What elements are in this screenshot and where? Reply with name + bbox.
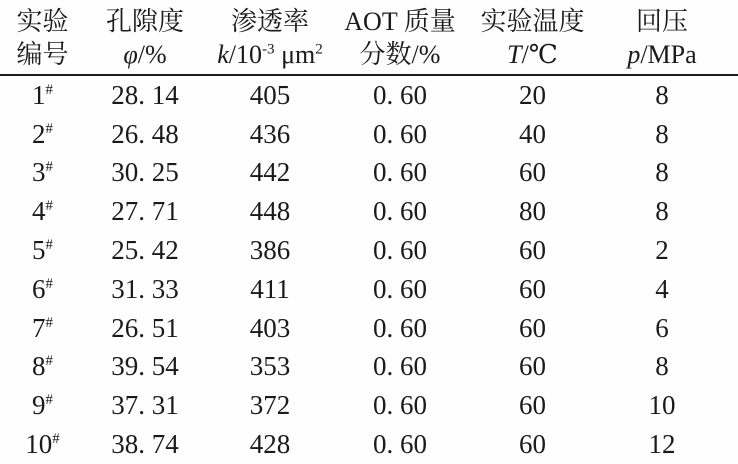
cell-aot-fraction: 0. 60: [373, 235, 427, 266]
cell-back-pressure: 8: [655, 196, 669, 227]
table-header: [0, 0, 738, 74]
cell-temperature: 60: [519, 273, 546, 304]
table-row: [0, 425, 738, 464]
cell-temperature: 60: [519, 157, 546, 188]
cell-back-pressure: 8: [655, 118, 669, 149]
sample-no: 7: [32, 312, 46, 343]
hash-superscript: #: [45, 198, 53, 215]
cell-permeability: 353: [249, 351, 291, 382]
pressure-symbol: p: [627, 40, 641, 69]
header-line: 分数/%: [359, 40, 441, 69]
header-line: 回压: [635, 7, 688, 36]
column-header-porosity: [85, 3, 205, 71]
cell-aot-fraction: 0. 60: [373, 118, 427, 149]
hash-superscript: #: [52, 431, 60, 448]
pressure-unit: /MPa: [640, 40, 697, 69]
header-line: AOT 质量: [344, 7, 456, 36]
cell-sample-no: [0, 80, 85, 111]
cell-porosity: 28. 14: [111, 79, 179, 110]
cell-porosity: 25. 42: [111, 235, 179, 266]
column-header-back-pressure: [600, 3, 738, 71]
sample-no: 8: [32, 351, 46, 382]
hash-superscript: #: [45, 353, 53, 370]
sample-no: 2: [32, 118, 46, 149]
table-row: [0, 154, 738, 193]
cell-sample-no: [0, 429, 85, 460]
cell-temperature: 60: [519, 235, 546, 266]
cell-back-pressure: 8: [655, 79, 669, 110]
cell-sample-no: [0, 351, 85, 382]
hash-superscript: #: [45, 314, 53, 331]
table-row: [0, 231, 738, 270]
cell-sample-no: [0, 157, 85, 188]
permeability-symbol: k: [217, 40, 229, 69]
cell-aot-fraction: 0. 60: [373, 351, 427, 382]
cell-sample-no: [0, 313, 85, 344]
sample-no: 10: [25, 429, 53, 460]
header-line: 实验: [16, 7, 69, 36]
header-line: 孔隙度: [105, 7, 184, 36]
cell-back-pressure: 6: [655, 312, 669, 343]
permeability-unit-pre: /10: [228, 40, 262, 69]
header-unit: [600, 38, 724, 71]
table-row: [0, 309, 738, 348]
cell-back-pressure: 2: [655, 235, 669, 266]
cell-back-pressure: 8: [655, 157, 669, 188]
table-row: [0, 192, 738, 231]
hash-superscript: #: [45, 81, 53, 98]
cell-temperature: 60: [519, 390, 546, 421]
cell-permeability: 403: [249, 312, 291, 343]
cell-sample-no: [0, 390, 85, 421]
table-row: [0, 115, 738, 154]
table-row: [0, 270, 738, 309]
cell-aot-fraction: 0. 60: [373, 79, 427, 110]
cell-aot-fraction: 0. 60: [373, 196, 427, 227]
sample-no: 9: [32, 390, 46, 421]
cell-back-pressure: 4: [655, 273, 669, 304]
porosity-symbol: φ: [123, 40, 138, 69]
header-unit: [205, 38, 335, 71]
cell-porosity: 26. 51: [111, 312, 179, 343]
cell-porosity: 39. 54: [111, 351, 179, 382]
cell-back-pressure: 12: [648, 429, 676, 460]
cell-permeability: 442: [249, 157, 291, 188]
header-unit: [85, 38, 205, 71]
cell-porosity: 30. 25: [111, 157, 179, 188]
cell-sample-no: [0, 196, 85, 227]
micrometer-exponent: 2: [315, 41, 323, 58]
cell-temperature: 60: [519, 429, 546, 460]
cell-temperature: 40: [519, 118, 546, 149]
cell-porosity: 27. 71: [111, 196, 179, 227]
cell-aot-fraction: 0. 60: [373, 390, 427, 421]
cell-permeability: 386: [249, 235, 291, 266]
cell-sample-no: [0, 274, 85, 305]
cell-temperature: 80: [519, 196, 546, 227]
cell-aot-fraction: 0. 60: [373, 157, 427, 188]
hash-superscript: #: [45, 120, 53, 137]
cell-sample-no: [0, 235, 85, 266]
cell-sample-no: [0, 119, 85, 150]
column-header-temperature: [465, 3, 600, 71]
column-header-permeability: [205, 3, 335, 71]
header-line: 实验温度: [480, 7, 585, 36]
table-row: [0, 76, 738, 115]
cell-permeability: 405: [249, 79, 291, 110]
sample-no: 5: [32, 235, 46, 266]
cell-aot-fraction: 0. 60: [373, 273, 427, 304]
cell-porosity: 26. 48: [111, 118, 179, 149]
cell-temperature: 20: [519, 79, 546, 110]
cell-aot-fraction: 0. 60: [373, 429, 427, 460]
temperature-symbol: T: [507, 40, 522, 69]
table-row: [0, 348, 738, 387]
cell-porosity: 38. 74: [111, 429, 179, 460]
cell-back-pressure: 8: [655, 351, 669, 382]
header-line: 渗透率: [230, 7, 309, 36]
table-row: [0, 386, 738, 425]
cell-back-pressure: 10: [648, 390, 676, 421]
cell-porosity: 37. 31: [111, 390, 179, 421]
hash-superscript: #: [45, 159, 53, 176]
sample-no: 6: [32, 273, 46, 304]
temperature-unit: /℃: [521, 40, 558, 69]
porosity-unit: /%: [137, 40, 167, 69]
sample-no: 3: [32, 157, 46, 188]
cell-temperature: 60: [519, 312, 546, 343]
cell-temperature: 60: [519, 351, 546, 382]
hash-superscript: #: [45, 237, 53, 254]
header-line: 编号: [16, 40, 69, 69]
header-unit: [465, 38, 600, 71]
cell-porosity: 31. 33: [111, 273, 179, 304]
cell-permeability: 372: [249, 390, 291, 421]
sample-no: 1: [32, 79, 46, 110]
sample-no: 4: [32, 196, 46, 227]
column-header-aot-fraction: [335, 3, 465, 71]
cell-aot-fraction: 0. 60: [373, 312, 427, 343]
cell-permeability: 428: [249, 429, 291, 460]
hash-superscript: #: [45, 275, 53, 292]
hash-superscript: #: [45, 392, 53, 409]
cell-permeability: 448: [249, 196, 291, 227]
permeability-exponent: -3: [262, 41, 275, 58]
table-body: [0, 76, 738, 464]
cell-permeability: 411: [250, 273, 290, 304]
column-header-sample-no: [0, 3, 85, 71]
cell-permeability: 436: [249, 118, 291, 149]
permeability-unit-mid: μm: [274, 40, 316, 69]
